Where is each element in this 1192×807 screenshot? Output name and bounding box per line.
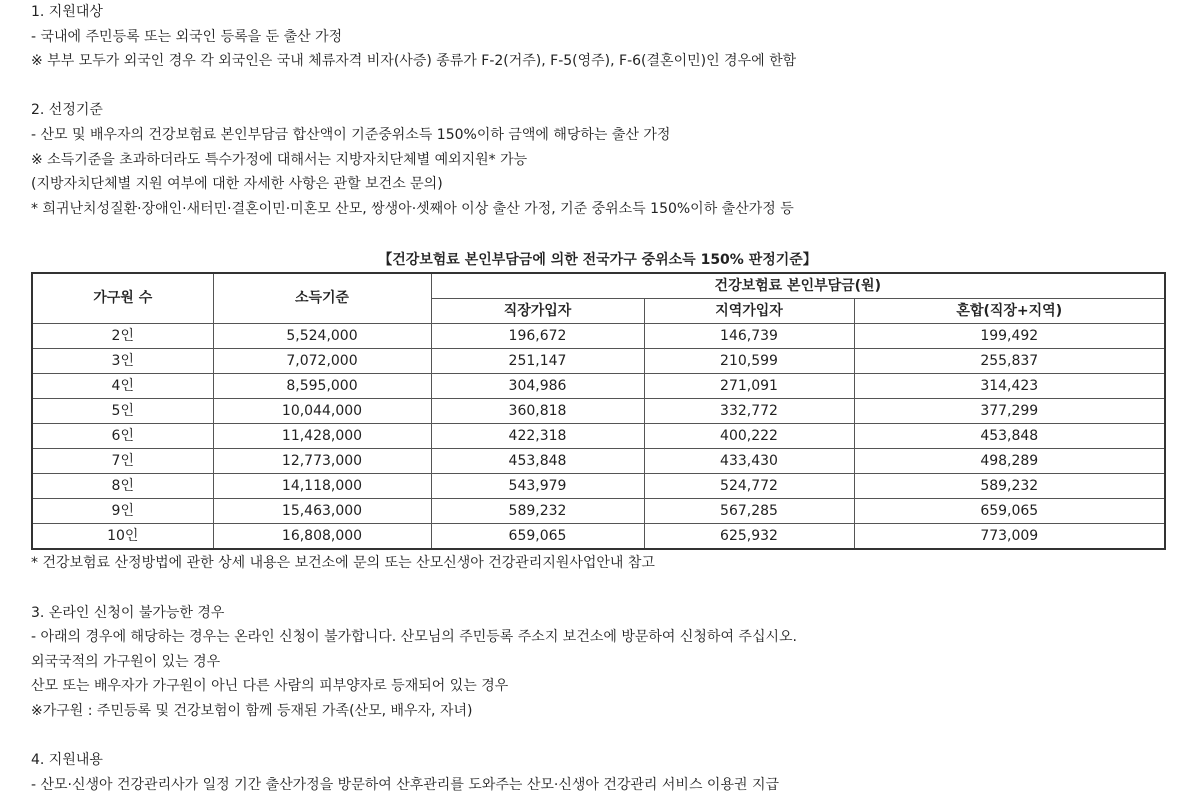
cell-employee: 589,232 — [431, 498, 644, 523]
cell-mixed: 589,232 — [854, 473, 1165, 498]
cell-income: 11,428,000 — [213, 423, 431, 448]
cell-income: 8,595,000 — [213, 373, 431, 398]
cell-household: 9인 — [32, 498, 213, 523]
text-line: - 아래의 경우에 해당하는 경우는 온라인 신청이 불가합니다. 산모님의 주민등록 주소지 보건소에 방문하여 신청하여 주십시오. — [31, 629, 797, 646]
table-row — [32, 373, 1165, 398]
text-line: - 산모 및 배우자의 건강보험료 본인부담금 합산액이 기준중위소득 150%이하 금액에 해당하는 출산 가정 — [31, 126, 671, 143]
header-regional: 지역가입자 — [644, 298, 854, 323]
section-title: 3. 온라인 신청이 불가능한 경우 — [31, 604, 225, 621]
cell-mixed: 255,837 — [854, 348, 1165, 373]
cell-mixed: 453,848 — [854, 423, 1165, 448]
cell-regional: 400,222 — [644, 423, 854, 448]
cell-regional: 210,599 — [644, 348, 854, 373]
cell-household: 7인 — [32, 448, 213, 473]
income-criteria-table — [31, 272, 1166, 550]
header-mixed: 혼합(직장+지역) — [854, 298, 1165, 323]
table-row — [32, 323, 1165, 348]
section-criteria — [31, 98, 1171, 221]
cell-mixed: 377,299 — [854, 398, 1165, 423]
text-line: - 산모·신생아 건강관리사가 일정 기간 출산가정을 방문하여 산후관리를 도와주는 산모·신생아 건강관리 서비스 이용권 지급 — [31, 776, 780, 793]
cell-employee: 360,818 — [431, 398, 644, 423]
cell-household: 6인 — [32, 423, 213, 448]
cell-income: 15,463,000 — [213, 498, 431, 523]
cell-employee: 453,848 — [431, 448, 644, 473]
cell-household: 4인 — [32, 373, 213, 398]
table-row — [32, 498, 1165, 523]
text-line: 외국국적의 가구원이 있는 경우 — [31, 653, 221, 670]
text-line: ※가구원 : 주민등록 및 건강보험이 함께 등재된 가족(산모, 배우자, 자녀) — [31, 702, 473, 719]
text-line: (지방자치단체별 지원 여부에 대한 자세한 사항은 관할 보건소 문의) — [31, 176, 443, 193]
cell-regional: 625,932 — [644, 523, 854, 549]
cell-employee: 304,986 — [431, 373, 644, 398]
cell-regional: 332,772 — [644, 398, 854, 423]
cell-employee: 422,318 — [431, 423, 644, 448]
cell-mixed: 314,423 — [854, 373, 1165, 398]
cell-income: 7,072,000 — [213, 348, 431, 373]
section-support-content — [31, 748, 1171, 797]
cell-income: 12,773,000 — [213, 448, 431, 473]
cell-household: 10인 — [32, 523, 213, 549]
table-row — [32, 398, 1165, 423]
cell-regional: 433,430 — [644, 448, 854, 473]
section-title: 1. 지원대상 — [31, 4, 103, 20]
cell-mixed: 498,289 — [854, 448, 1165, 473]
cell-mixed: 659,065 — [854, 498, 1165, 523]
table-row — [32, 448, 1165, 473]
cell-household: 3인 — [32, 348, 213, 373]
section-title: 4. 지원내용 — [31, 752, 103, 769]
table-row — [32, 348, 1165, 373]
cell-employee: 251,147 — [431, 348, 644, 373]
document-body — [31, 0, 1171, 797]
table-row — [32, 423, 1165, 448]
cell-income: 16,808,000 — [213, 523, 431, 549]
table-caption: 【건강보험료 본인부담금에 의한 전국가구 중위소득 150% 판정기준】 — [378, 251, 817, 268]
cell-regional: 524,772 — [644, 473, 854, 498]
header-income: 소득기준 — [213, 273, 431, 324]
cell-mixed: 199,492 — [854, 323, 1165, 348]
cell-income: 10,044,000 — [213, 398, 431, 423]
header-premium-group: 건강보험료 본인부담금(원) — [431, 273, 1165, 299]
cell-mixed: 773,009 — [854, 523, 1165, 549]
table-row — [32, 523, 1165, 549]
section-eligibility — [31, 0, 1171, 74]
text-line: ※ 소득기준을 초과하더라도 특수가정에 대해서는 지방자치단체별 예외지원* 가능 — [31, 151, 528, 168]
cell-income: 14,118,000 — [213, 473, 431, 498]
cell-employee: 196,672 — [431, 323, 644, 348]
section-title: 2. 선정기준 — [31, 102, 103, 119]
cell-regional: 567,285 — [644, 498, 854, 523]
text-line: ※ 부부 모두가 외국인 경우 각 외국인은 국내 체류자격 비자(사증) 종류가 F-2(거주), F-5(영주), F-6(결혼이민)인 경우에 한함 — [31, 53, 797, 70]
cell-household: 8인 — [32, 473, 213, 498]
cell-employee: 543,979 — [431, 473, 644, 498]
text-line: 산모 또는 배우자가 가구원이 아닌 다른 사람의 피부양자로 등재되어 있는 경우 — [31, 678, 509, 695]
cell-household: 5인 — [32, 398, 213, 423]
header-household: 가구원 수 — [32, 273, 213, 324]
text-line: - 국내에 주민등록 또는 외국인 등록을 둔 출산 가정 — [31, 28, 343, 45]
table-note: * 건강보험료 산정방법에 관한 상세 내용은 보건소에 문의 또는 산모신생아 건강관리지원사업안내 참고 — [31, 554, 655, 571]
section-offline-cases — [31, 601, 1171, 724]
cell-employee: 659,065 — [431, 523, 644, 549]
cell-income: 5,524,000 — [213, 323, 431, 348]
table-row — [32, 473, 1165, 498]
cell-regional: 146,739 — [644, 323, 854, 348]
text-line: * 희귀난치성질환·장애인·새터민·결혼이민·미혼모 산모, 쌍생아·셋째아 이상 출산 가정, 기준 중위소득 150%이하 출산가정 등 — [31, 200, 794, 217]
cell-regional: 271,091 — [644, 373, 854, 398]
cell-household: 2인 — [32, 323, 213, 348]
header-employee: 직장가입자 — [431, 298, 644, 323]
